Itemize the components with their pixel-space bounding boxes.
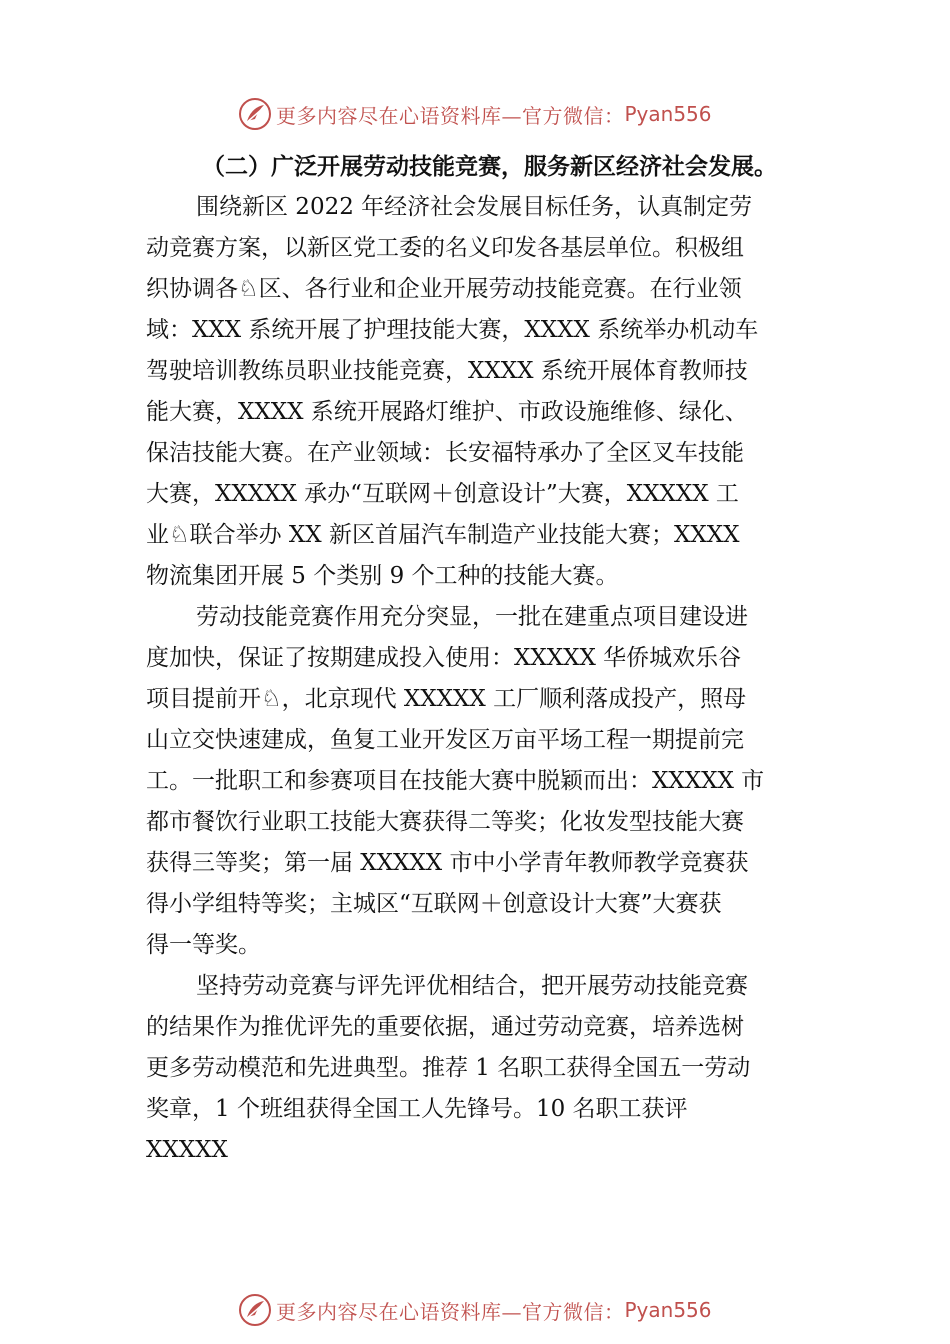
paragraph-line: 围绕新区 2022 年经济社会发展目标任务，认真制定劳 <box>196 194 753 220</box>
paragraph-line: 得一等奖。 <box>146 932 261 958</box>
watermark-footer <box>238 1292 712 1328</box>
paragraph-line: 织协调各♘区、各行业和企业开展劳动技能竞赛。在行业领 <box>146 276 742 302</box>
paragraph-line: 劳动技能竞赛作用充分突显，一批在建重点项目建设进 <box>196 604 748 630</box>
paragraph-line: 工。一批职工和参赛项目在技能大赛中脱颖而出：XXXXX 市 <box>146 768 765 794</box>
watermark-text: 更多内容尽在心语资料库—官方微信： <box>276 1299 625 1324</box>
paragraph-line: 更多劳动模范和先进典型。推荐 1 名职工获得全国五一劳动 <box>146 1055 751 1081</box>
paragraph-line: 获得三等奖；第一届 XXXXX 市中小学青年教师教学竞赛获 <box>146 850 749 876</box>
paragraph-line: 山立交快速建成，鱼复工业开发区万亩平场工程一期提前完 <box>146 727 744 753</box>
paragraph-line: XXXXX <box>146 1137 228 1163</box>
paragraph-line: 保洁技能大赛。在产业领域：长安福特承办了全区叉车技能 <box>146 440 744 466</box>
paragraph-line: 物流集团开展 5 个类别 9 个工种的技能大赛。 <box>146 563 619 589</box>
paragraph-line: 项目提前开♘，北京现代 XXXXX 工厂顺利落成投产，照母 <box>146 686 747 712</box>
watermark-header <box>238 96 712 132</box>
paragraph-line: 业♘联合举办 XX 新区首届汽车制造产业技能大赛；XXXX <box>146 522 740 548</box>
paragraph-line: 度加快，保证了按期建成投入使用：XXXXX 华侨城欢乐谷 <box>146 645 742 671</box>
watermark-logo-icon <box>238 1293 272 1327</box>
watermark-handle: Pyan556 <box>624 102 712 126</box>
paragraph-line: 能大赛，XXXX 系统开展路灯维护、市政设施维修、绿化、 <box>146 399 748 425</box>
watermark-handle: Pyan556 <box>624 1298 712 1322</box>
paragraph-line: 大赛，XXXXX 承办“互联网＋创意设计”大赛，XXXXX 工 <box>146 481 739 507</box>
paragraph-2 <box>146 597 806 966</box>
watermark-logo-icon <box>238 97 272 131</box>
paragraph-line: 都市餐饮行业职工技能大赛获得二等奖；化妆发型技能大赛 <box>146 809 744 835</box>
paragraph-line: 动竞赛方案，以新区党工委的名义印发各基层单位。积极组 <box>146 235 744 261</box>
paragraph-line: 奖章，1 个班组获得全国工人先锋号。10 名职工获评 <box>146 1096 688 1122</box>
paragraph-line: 域：XXX 系统开展了护理技能大赛，XXXX 系统举办机动车 <box>146 317 759 343</box>
watermark-text: 更多内容尽在心语资料库—官方微信： <box>276 103 625 128</box>
paragraph-1 <box>146 187 806 597</box>
section-heading: （二）广泛开展劳动技能竞赛，服务新区经济社会发展。 <box>202 153 777 180</box>
document-body <box>146 146 806 1171</box>
paragraph-3 <box>146 966 806 1171</box>
paragraph-line: 坚持劳动竞赛与评先评优相结合，把开展劳动技能竞赛 <box>196 973 748 999</box>
paragraph-line: 得小学组特等奖；主城区“互联网＋创意设计大赛”大赛获 <box>146 891 722 917</box>
paragraph-line: 驾驶培训教练员职业技能竞赛，XXXX 系统开展体育教师技 <box>146 358 748 384</box>
paragraph-line: 的结果作为推优评先的重要依据，通过劳动竞赛，培养选树 <box>146 1014 744 1040</box>
